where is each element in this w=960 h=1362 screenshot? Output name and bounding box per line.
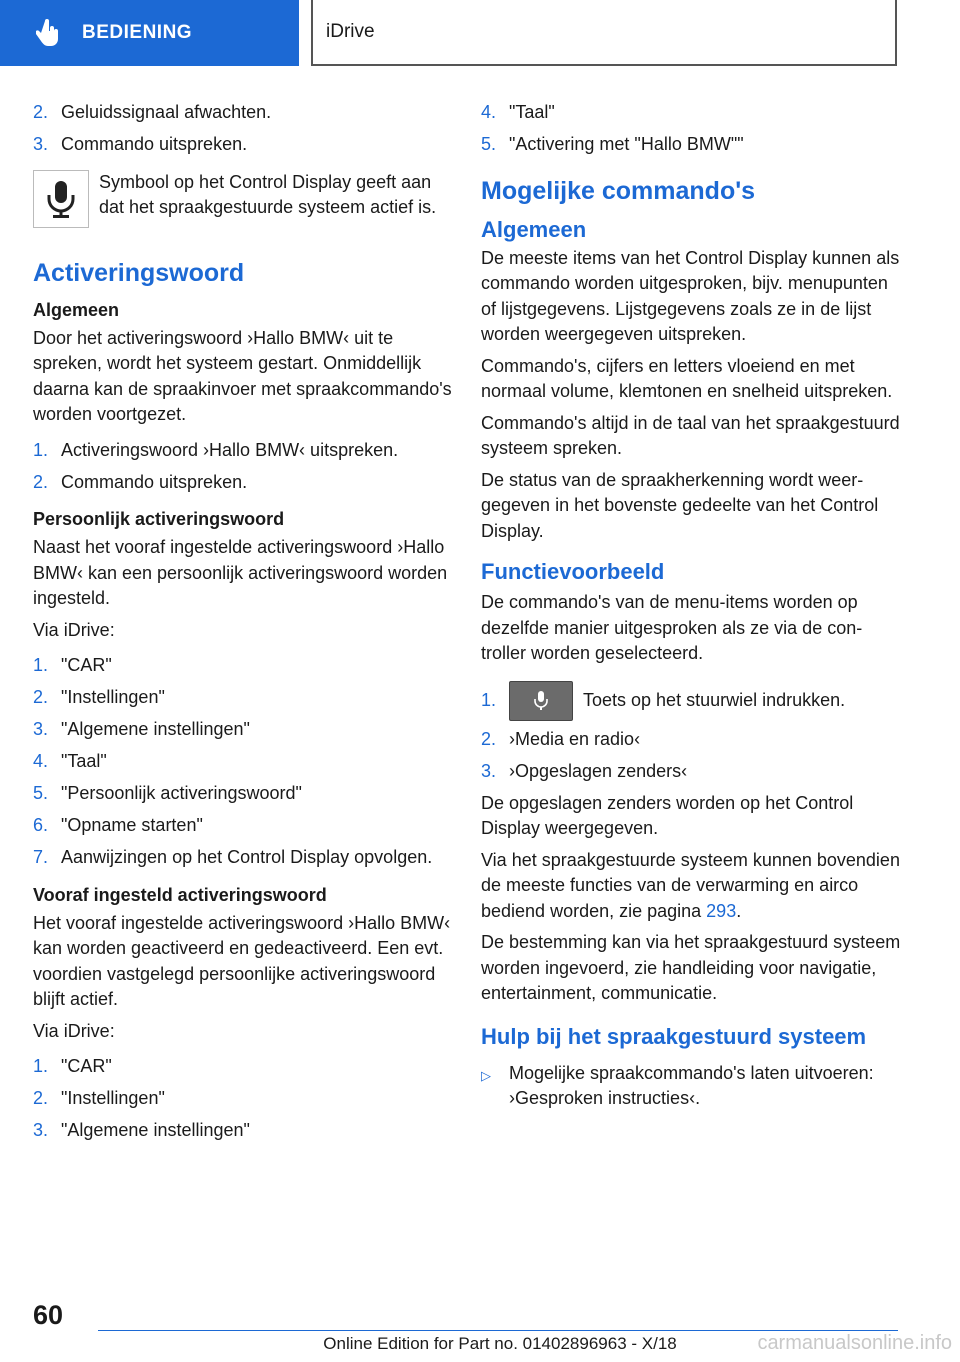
heading-general: Algemeen bbox=[33, 299, 120, 320]
via-idrive: Via iDrive: bbox=[33, 619, 115, 640]
paragraph-5: De opgeslagen zenders worden op het Control Display weergegeven. bbox=[481, 792, 854, 838]
triangle-bullet-icon: ▷ bbox=[481, 1067, 491, 1083]
list-item: 5. "Persoonlijk activeringswoord" bbox=[33, 783, 302, 803]
paragraph-4: De status van de spraakherkenning wordt weergegeven in het bovenste gedeelte van het Control Display. bbox=[481, 469, 879, 541]
chapter-header bbox=[311, 0, 897, 66]
symbol-note bbox=[33, 170, 453, 228]
heading-preset: Vooraf ingesteld activeringswoord bbox=[33, 884, 327, 905]
list-item: 4. "Taal" bbox=[33, 751, 107, 771]
list-item: 3. Commando uitspreken. bbox=[33, 134, 248, 154]
watermark: carmanualsonline.info bbox=[757, 1332, 952, 1354]
paragraph-3: Commando's altijd in de taal van het spraakgestuurd systeem spreken. bbox=[481, 412, 900, 458]
list-item: 6. "Opname starten" bbox=[33, 815, 203, 835]
steps-top-list bbox=[33, 100, 453, 158]
paragraph-personal: Naast het vooraf ingestelde activeringswoord ›Hallo BMW‹ kan een persoonlijk activeringswoord worden ingesteld. bbox=[33, 537, 448, 608]
list-item: 1. Toets op het stuurwiel indrukken. bbox=[481, 681, 901, 721]
paragraph-1: De meeste items van het Control Display kunnen als commando worden uitgesproken, bijv. menupunten of lijstgegevens. Lijstgegevens zoals ze in de lijst worden weergegeven uitspreken. bbox=[481, 247, 900, 344]
heading-commands: Mogelijke commando's bbox=[481, 176, 756, 205]
paragraph-example: De commando's van de menu-items worden op dezelfde manier uitgesproken als ze via de controller worden geselecteerd. bbox=[481, 592, 863, 663]
list-item: 3. "Algemene instellingen" bbox=[33, 1120, 250, 1140]
list-item: 7. Aanwijzingen op het Control Display opvolgen. bbox=[33, 847, 433, 867]
heading-personal: Persoonlijk activeringswoord bbox=[33, 509, 285, 529]
heading-help: Hulp bij het spraakgestuurd systeem bbox=[481, 1023, 867, 1049]
list-item: 1. "CAR" bbox=[33, 655, 112, 675]
heading-activation: Activeringswoord bbox=[33, 258, 245, 287]
paragraph-preset: Het vooraf ingestelde activeringswoord ›Hallo BMW‹ kan worden geactiveerd en gedeactiveerd. Een evt. voordien vastgelegd persoonlijke activeringswoord blijft actief. bbox=[33, 912, 451, 1009]
paragraph-7: De bestemming kan via het spraakgestuurd systeem worden ingevoerd, zie handleiding voor navigatie, entertainment, communicatie. bbox=[481, 932, 901, 1003]
hand-pointer-icon bbox=[34, 18, 64, 48]
list-item: 1. Activeringswoord ›Hallo BMW‹ uitspreken. bbox=[33, 439, 399, 460]
heading-general-right: Algemeen bbox=[481, 216, 587, 242]
section-title: BEDIENING bbox=[82, 22, 193, 43]
steps-cont-list bbox=[481, 100, 901, 158]
left-column bbox=[33, 100, 453, 1156]
steps-personal-list bbox=[33, 653, 453, 871]
paragraph-2: Commando's, cijfers en letters vloeiend en met normaal volume, klemtonen en snelheid uitspreken. bbox=[481, 355, 893, 401]
list-item: 5. "Activering met "Hallo BMW"" bbox=[481, 134, 744, 154]
list-item: 2. "Instellingen" bbox=[33, 1088, 165, 1108]
list-item: 2. "Instellingen" bbox=[33, 687, 165, 707]
symbol-description: Symbool op het Control Display geeft aan dat het spraakgestuurde systeem actief is. bbox=[99, 171, 437, 217]
list-item: 2. ›Media en radio‹ bbox=[481, 729, 641, 749]
voice-button-icon bbox=[509, 681, 573, 721]
right-column bbox=[481, 100, 901, 1118]
list-item: 2. Commando uitspreken. bbox=[33, 471, 248, 492]
paragraph-6: Via het spraakgestuurde systeem kunnen bovendien de meeste functies van de verwarming en airco bediend worden, zie pagina 293. bbox=[481, 849, 900, 921]
steps-preset-list bbox=[33, 1054, 453, 1144]
steps-general-list bbox=[33, 438, 453, 496]
list-item: 3. ›Opgeslagen zenders‹ bbox=[481, 761, 688, 781]
page-number: 60 bbox=[33, 1300, 64, 1330]
list-item: 2. Geluidssignaal afwachten. bbox=[33, 102, 272, 122]
paragraph-general: Door het activeringswoord ›Hallo BMW‹ uit te spreken, wordt het systeem gestart. Onmiddellijk daarna kan de spraakinvoer met spraakcommando's worden voortgezet. bbox=[33, 327, 452, 424]
microphone-icon bbox=[33, 170, 89, 228]
footer-divider bbox=[98, 1330, 898, 1331]
list-item: 4. "Taal" bbox=[481, 102, 555, 122]
footer-edition: Online Edition for Part no. 01402896963 - X/18 bbox=[323, 1334, 677, 1353]
step-text: Toets op het stuurwiel indrukken. bbox=[583, 689, 846, 710]
page-link[interactable]: 293 bbox=[706, 900, 737, 921]
chapter-title: iDrive bbox=[326, 21, 375, 42]
heading-example: Functievoorbeeld bbox=[481, 559, 665, 584]
list-item: 1. "CAR" bbox=[33, 1056, 112, 1076]
steps-example-list bbox=[481, 681, 901, 785]
header-section-tab bbox=[0, 0, 299, 66]
via-idrive: Via iDrive: bbox=[33, 1020, 115, 1041]
bullet-item: ▷ Mogelijke spraakcommando's laten uitvoeren: ›Gesproken instructies‹. bbox=[481, 1061, 901, 1112]
list-item: 3. "Algemene instellingen" bbox=[33, 719, 250, 739]
